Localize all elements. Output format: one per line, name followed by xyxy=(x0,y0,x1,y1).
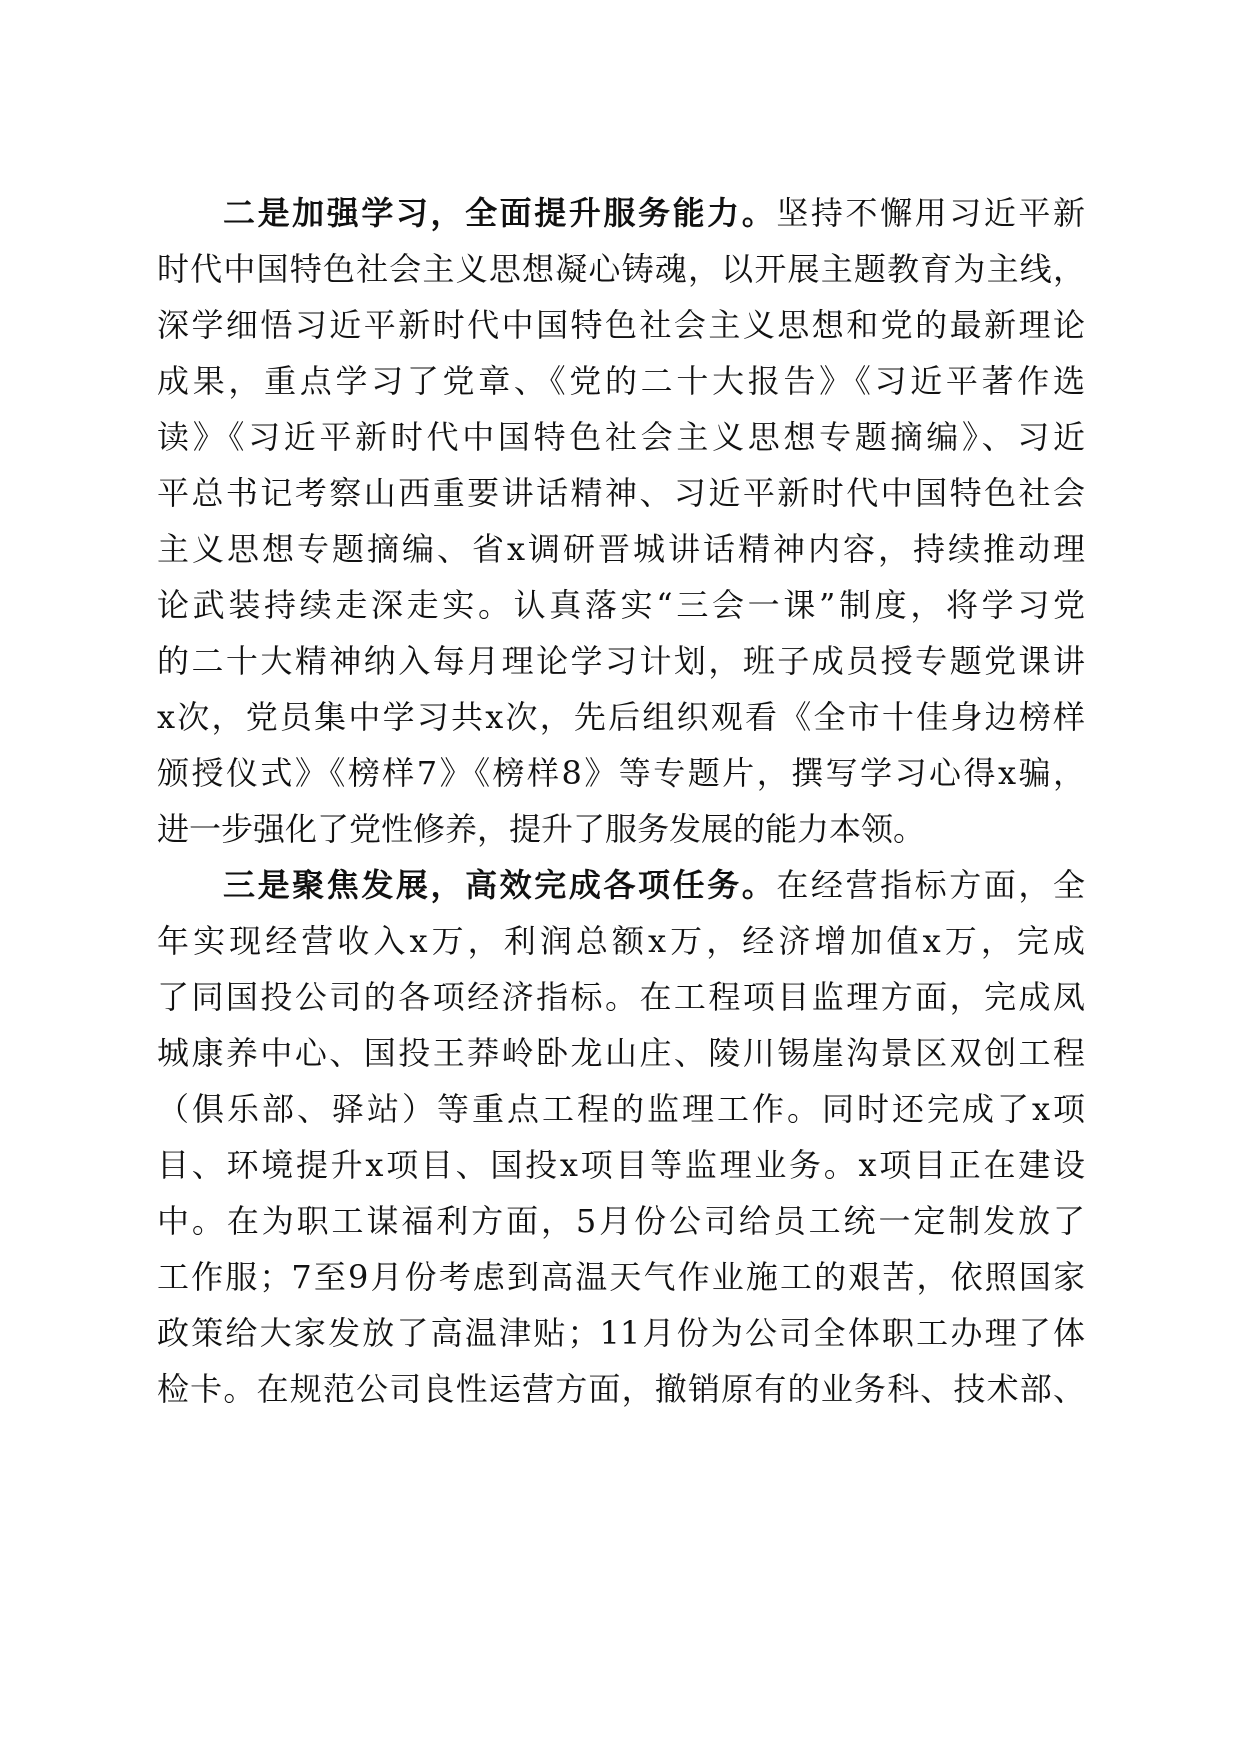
text-run: 在经营指标方面，全 xyxy=(776,866,1085,904)
text-line: （俱乐部、驿站）等重点工程的监理工作。同时还完成了x项 xyxy=(157,1090,1085,1128)
paragraph-heading: 三是聚焦发展，高效完成各项任务。 xyxy=(223,866,777,904)
text-line: x次，党员集中学习共x次，先后组织观看《全市十佳身边榜样 xyxy=(157,698,1085,736)
text-line: 政策给大家发放了高温津贴；11月份为公司全体职工办理了体 xyxy=(157,1314,1085,1352)
text-line: 了同国投公司的各项经济指标。在工程项目监理方面，完成凤 xyxy=(157,978,1085,1016)
text-line: 主义思想专题摘编、省x调研晋城讲话精神内容，持续推动理 xyxy=(157,530,1085,568)
text-line: 目、环境提升x项目、国投x项目等监理业务。x项目正在建设 xyxy=(157,1146,1085,1184)
paragraph-study xyxy=(157,185,1085,857)
text-line: 的二十大精神纳入每月理论学习计划，班子成员授专题党课讲 xyxy=(157,642,1085,680)
text-line: 颁授仪式》《榜样7》《榜样8》等专题片，撰写学习心得x骗， xyxy=(157,754,1085,792)
text-line: 检卡。在规范公司良性运营方面，撤销原有的业务科、技术部、 xyxy=(157,1370,1085,1408)
paragraph-development xyxy=(157,857,1085,1417)
text-line: 深学细悟习近平新时代中国特色社会主义思想和党的最新理论 xyxy=(157,306,1085,344)
document-page xyxy=(157,185,1085,1417)
text-line: 城康养中心、国投王莽岭卧龙山庄、陵川锡崖沟景区双创工程 xyxy=(157,1034,1085,1072)
text-line: 平总书记考察山西重要讲话精神、习近平新时代中国特色社会 xyxy=(157,474,1085,512)
text-line xyxy=(157,857,1085,913)
paragraph-heading: 二是加强学习，全面提升服务能力。 xyxy=(223,194,777,232)
text-line: 年实现经营收入x万，利润总额x万，经济增加值x万，完成 xyxy=(157,922,1085,960)
text-line: 时代中国特色社会主义思想凝心铸魂，以开展主题教育为主线， xyxy=(157,250,1085,288)
text-line: 工作服；7至9月份考虑到高温天气作业施工的艰苦，依照国家 xyxy=(157,1258,1085,1296)
text-line xyxy=(157,185,1085,241)
text-line: 读》《习近平新时代中国特色社会主义思想专题摘编》、习近 xyxy=(157,418,1085,456)
text-run: 坚持不懈用习近平新 xyxy=(776,194,1085,232)
text-line: 进一步强化了党性修养，提升了服务发展的能力本领。 xyxy=(157,810,926,848)
text-line: 中。在为职工谋福利方面，5月份公司给员工统一定制发放了 xyxy=(157,1202,1085,1240)
text-line: 成果，重点学习了党章、《党的二十大报告》《习近平著作选 xyxy=(157,362,1085,400)
text-line: 论武装持续走深走实。认真落实“三会一课”制度，将学习党 xyxy=(157,586,1085,624)
